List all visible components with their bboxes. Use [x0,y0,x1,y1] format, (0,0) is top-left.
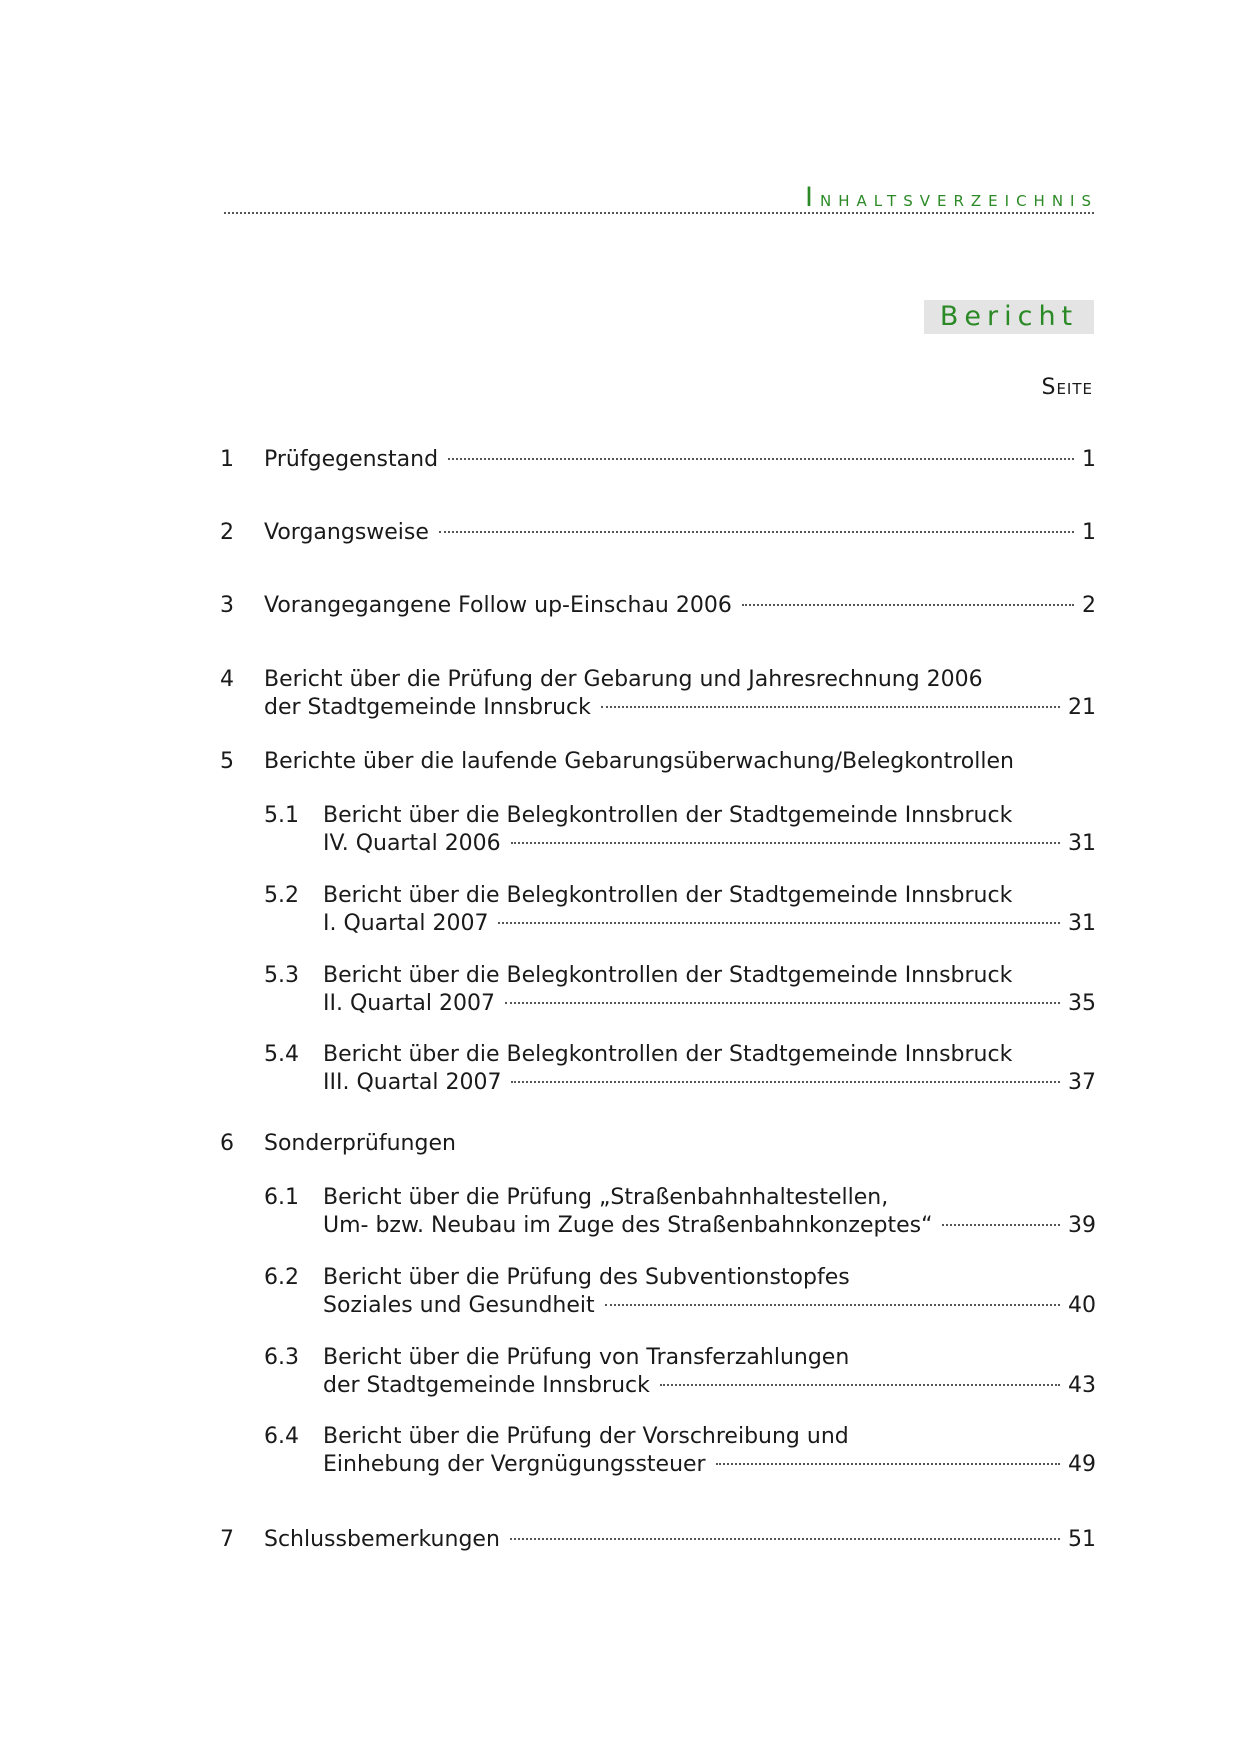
page-title-rest: nhaltsverzeichnis [820,187,1098,211]
toc-entry-number: 6.2 [264,1265,299,1290]
toc-entry-title: Bericht über die Prüfung der Vorschreibung und [323,1424,849,1449]
toc-entry-title: Sonderprüfungen [264,1131,456,1156]
section-badge: Bericht [924,300,1094,334]
toc-entry-title: Bericht über die Prüfung „Straßenbahnhaltestellen, [323,1185,889,1210]
toc-entry-page-number: 35 [1068,991,1096,1016]
toc-entry-page-number: 31 [1068,911,1096,936]
toc-entry-title: Bericht über die Prüfung des Subventionstopfes [323,1265,850,1290]
toc-entry-number: 5 [220,749,234,774]
toc-entry-title: Bericht über die Belegkontrollen der Stadtgemeinde Innsbruck [323,1042,1013,1067]
toc-entry-page-number: 2 [1082,593,1096,618]
toc-entry-title: Um- bzw. Neubau im Zuge des Straßenbahnkonzeptes“ [323,1213,933,1238]
toc-entry-title: I. Quartal 2007 [323,911,489,936]
toc-entry-number: 7 [220,1527,234,1552]
page-column-label: Seite [1041,375,1093,400]
dot-leader [942,1224,1060,1226]
dot-leader [505,1002,1060,1004]
toc-entry-title: Schlussbemerkungen [264,1527,500,1552]
page-title-initial: I [805,182,820,213]
toc-entry-number: 6.3 [264,1345,299,1370]
toc-entry-title: Bericht über die Belegkontrollen der Stadtgemeinde Innsbruck [323,803,1013,828]
toc-entry-title: Bericht über die Prüfung der Gebarung und Jahresrechnung 2006 [264,667,983,692]
toc-entry-number: 5.3 [264,963,299,988]
toc-entry-title: Bericht über die Belegkontrollen der Stadtgemeinde Innsbruck [323,883,1013,908]
dot-leader [601,706,1060,708]
toc-entry-title: Vorgangsweise [264,520,429,545]
toc-entry-number: 1 [220,447,234,472]
toc-entry-page-number: 1 [1082,447,1096,472]
dot-leader [439,531,1074,533]
toc-entry-title: Prüfgegenstand [264,447,439,472]
toc-entry-title: der Stadtgemeinde Innsbruck [264,695,591,720]
dot-leader [511,842,1060,844]
toc-entry-title: Vorangegangene Follow up-Einschau 2006 [264,593,732,618]
dot-leader [511,1081,1060,1083]
toc-entry-title: der Stadtgemeinde Innsbruck [323,1373,650,1398]
toc-entry-number: 5.2 [264,883,299,908]
toc-entry-number: 4 [220,667,234,692]
toc-entry-number: 6.4 [264,1424,299,1449]
toc-entry-page-number: 37 [1068,1070,1096,1095]
toc-entry-page-number: 39 [1068,1213,1096,1238]
toc-entry-number: 5.1 [264,803,299,828]
toc-entry-page-number: 31 [1068,831,1096,856]
toc-entry-page-number: 51 [1068,1527,1096,1552]
toc-entry-number: 5.4 [264,1042,299,1067]
dot-leader [510,1538,1060,1540]
toc-entry-page-number: 49 [1068,1452,1096,1477]
toc-entry-title: II. Quartal 2007 [323,991,495,1016]
page-title [805,182,1098,213]
dot-leader [448,458,1074,460]
header-divider [224,212,1094,214]
toc-entry-number: 2 [220,520,234,545]
toc-entry-page-number: 21 [1068,695,1096,720]
toc-entry-title: Soziales und Gesundheit [323,1293,595,1318]
toc-entry-page-number: 43 [1068,1373,1096,1398]
dot-leader [742,604,1074,606]
toc-entry-title: Einhebung der Vergnügungssteuer [323,1452,706,1477]
dot-leader [660,1384,1060,1386]
toc-entry-title: Bericht über die Belegkontrollen der Stadtgemeinde Innsbruck [323,963,1013,988]
toc-entry-page-number: 40 [1068,1293,1096,1318]
toc-entry-page-number: 1 [1082,520,1096,545]
toc-entry-title: Bericht über die Prüfung von Transferzahlungen [323,1345,850,1370]
dot-leader [605,1304,1060,1306]
toc-entry-title: IV. Quartal 2006 [323,831,501,856]
toc-entry-title: Berichte über die laufende Gebarungsüberwachung/Belegkontrollen [264,749,1014,774]
toc-entry-number: 6.1 [264,1185,299,1210]
toc-entry-title: III. Quartal 2007 [323,1070,502,1095]
toc-entry-number: 6 [220,1131,234,1156]
dot-leader [716,1463,1060,1465]
dot-leader [498,922,1060,924]
toc-entry-number: 3 [220,593,234,618]
